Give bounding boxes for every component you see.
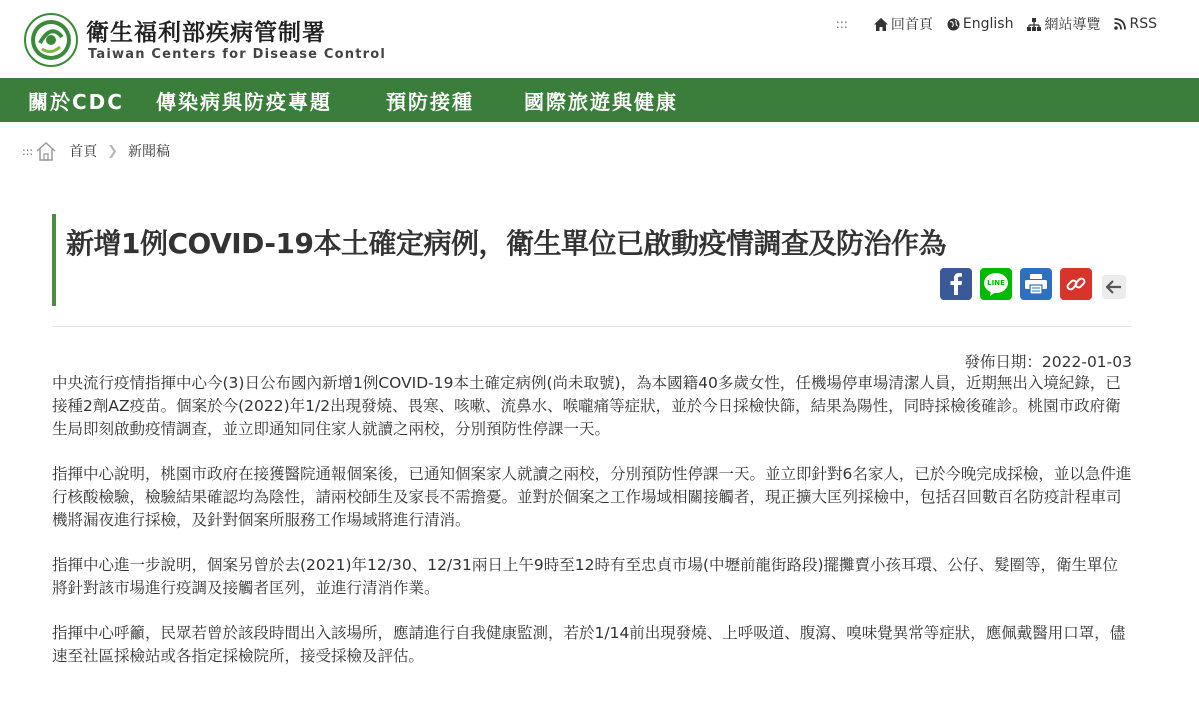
accesskey-breadcrumb[interactable]: ::: bbox=[22, 144, 34, 158]
sitemap-link-label: 網站導覽 bbox=[1044, 17, 1101, 33]
arrow-left-icon bbox=[1106, 280, 1122, 294]
facebook-icon bbox=[949, 273, 963, 295]
link-icon bbox=[1066, 274, 1086, 294]
sitemap-icon bbox=[1027, 18, 1041, 31]
print-icon bbox=[1025, 274, 1047, 294]
sitemap-link[interactable] bbox=[1027, 14, 1100, 34]
line-share-button[interactable] bbox=[980, 268, 1012, 300]
english-link[interactable] bbox=[947, 16, 1014, 32]
share-toolbar bbox=[940, 268, 1134, 300]
nav-item-vaccination[interactable]: 預防接種 bbox=[386, 89, 474, 114]
breadcrumb bbox=[22, 140, 170, 162]
rss-link[interactable] bbox=[1114, 16, 1157, 32]
page-title: 新增1例COVID-19本土確定病例，衛生單位已啟動疫情調查及防治作為 bbox=[66, 227, 947, 260]
article-paragraph: 指揮中心進一步說明，個案另曾於去(2021)年12/30、12/31兩日上午9時至12時有至忠貞市場(中壢前龍街路段)擺攤賣小孩耳環、公仔、髮圈等，衛生單位將針對該市場進行疫調及接觸者匡列，並進行清消作業。 bbox=[52, 556, 1119, 597]
top-links bbox=[836, 14, 1157, 34]
print-button[interactable] bbox=[1020, 268, 1052, 300]
globe-icon bbox=[947, 18, 960, 31]
nav-item-travel-health[interactable]: 國際旅遊與健康 bbox=[524, 89, 678, 114]
divider bbox=[52, 326, 1132, 327]
article-paragraph: 指揮中心說明，桃園市政府在接獲醫院通報個案後，已通知個案家人就讀之兩校，分別預防性停課一天。並立即針對6名家人，已於今晚完成採檢，並以急件進行核酸檢驗，檢驗結果確認均為陰性，請兩校師生及家長不需擔憂。並對於個案之工作場域相關接觸者，現正擴大匡列採檢中，包括召回數百名防疫計程車司機將漏夜進行採檢，及針對個案所服務工作場域將進行清消。 bbox=[52, 465, 1132, 529]
article-paragraph: 指揮中心呼籲，民眾若曾於該段時間出入該場所，應請進行自我健康監測，若於1/14前出現發燒、上呼吸道、腹瀉、嗅味覺異常等症狀，應佩戴醫用口罩，儘速至社區採檢站或各指定採檢院所，接受採檢及評估。 bbox=[52, 624, 1126, 665]
site-name-en[interactable]: Taiwan Centers for Disease Control bbox=[88, 47, 387, 62]
copy-link-button[interactable] bbox=[1060, 268, 1092, 300]
site-header bbox=[0, 0, 1199, 78]
article-paragraph: 中央流行疫情指揮中心今(3)日公布國內新增1例COVID-19本土確定病例(尚未取號)，為本國籍40多歲女性，任機場停車場清潔人員，近期無出入境紀錄，已接種2劑AZ疫苗。個案於今(2022)年1/2出現發燒、畏寒、咳嗽、流鼻水、喉嚨痛等症狀，並於今日採檢快篩，結果為陽性，同時採檢後確診。桃園市政府衛生局即刻啟動疫情調查，並立即通知同住家人就讀之兩校，分別預防性停課一天。 bbox=[52, 374, 1121, 438]
cdc-logo[interactable] bbox=[24, 13, 78, 67]
chevron-right-icon: ❯ bbox=[107, 143, 119, 159]
home-link[interactable] bbox=[874, 14, 933, 34]
accesskey-top[interactable]: ::: bbox=[835, 17, 848, 31]
home-icon bbox=[874, 18, 888, 31]
line-icon-label: LINE bbox=[987, 278, 1005, 287]
breadcrumb-current[interactable]: 新聞稿 bbox=[128, 144, 171, 160]
site-name-cn[interactable]: 衛生福利部疾病管制署 bbox=[86, 20, 326, 46]
nav-item-diseases[interactable]: 傳染病與防疫專題 bbox=[156, 89, 332, 114]
facebook-share-button[interactable] bbox=[940, 268, 972, 300]
article-body bbox=[52, 372, 1132, 690]
rss-link-label: RSS bbox=[1129, 16, 1157, 32]
back-button[interactable] bbox=[1102, 275, 1126, 299]
main-nav bbox=[0, 78, 1199, 122]
english-link-label: English bbox=[962, 16, 1014, 32]
nav-item-about[interactable]: 關於CDC bbox=[28, 89, 124, 114]
publish-date: 發佈日期：2022-01-03 bbox=[964, 353, 1132, 371]
breadcrumb-home[interactable]: 首頁 bbox=[69, 144, 98, 160]
home-link-label: 回首頁 bbox=[890, 17, 933, 33]
breadcrumb-home-icon[interactable] bbox=[35, 140, 57, 162]
rss-icon bbox=[1114, 18, 1126, 30]
